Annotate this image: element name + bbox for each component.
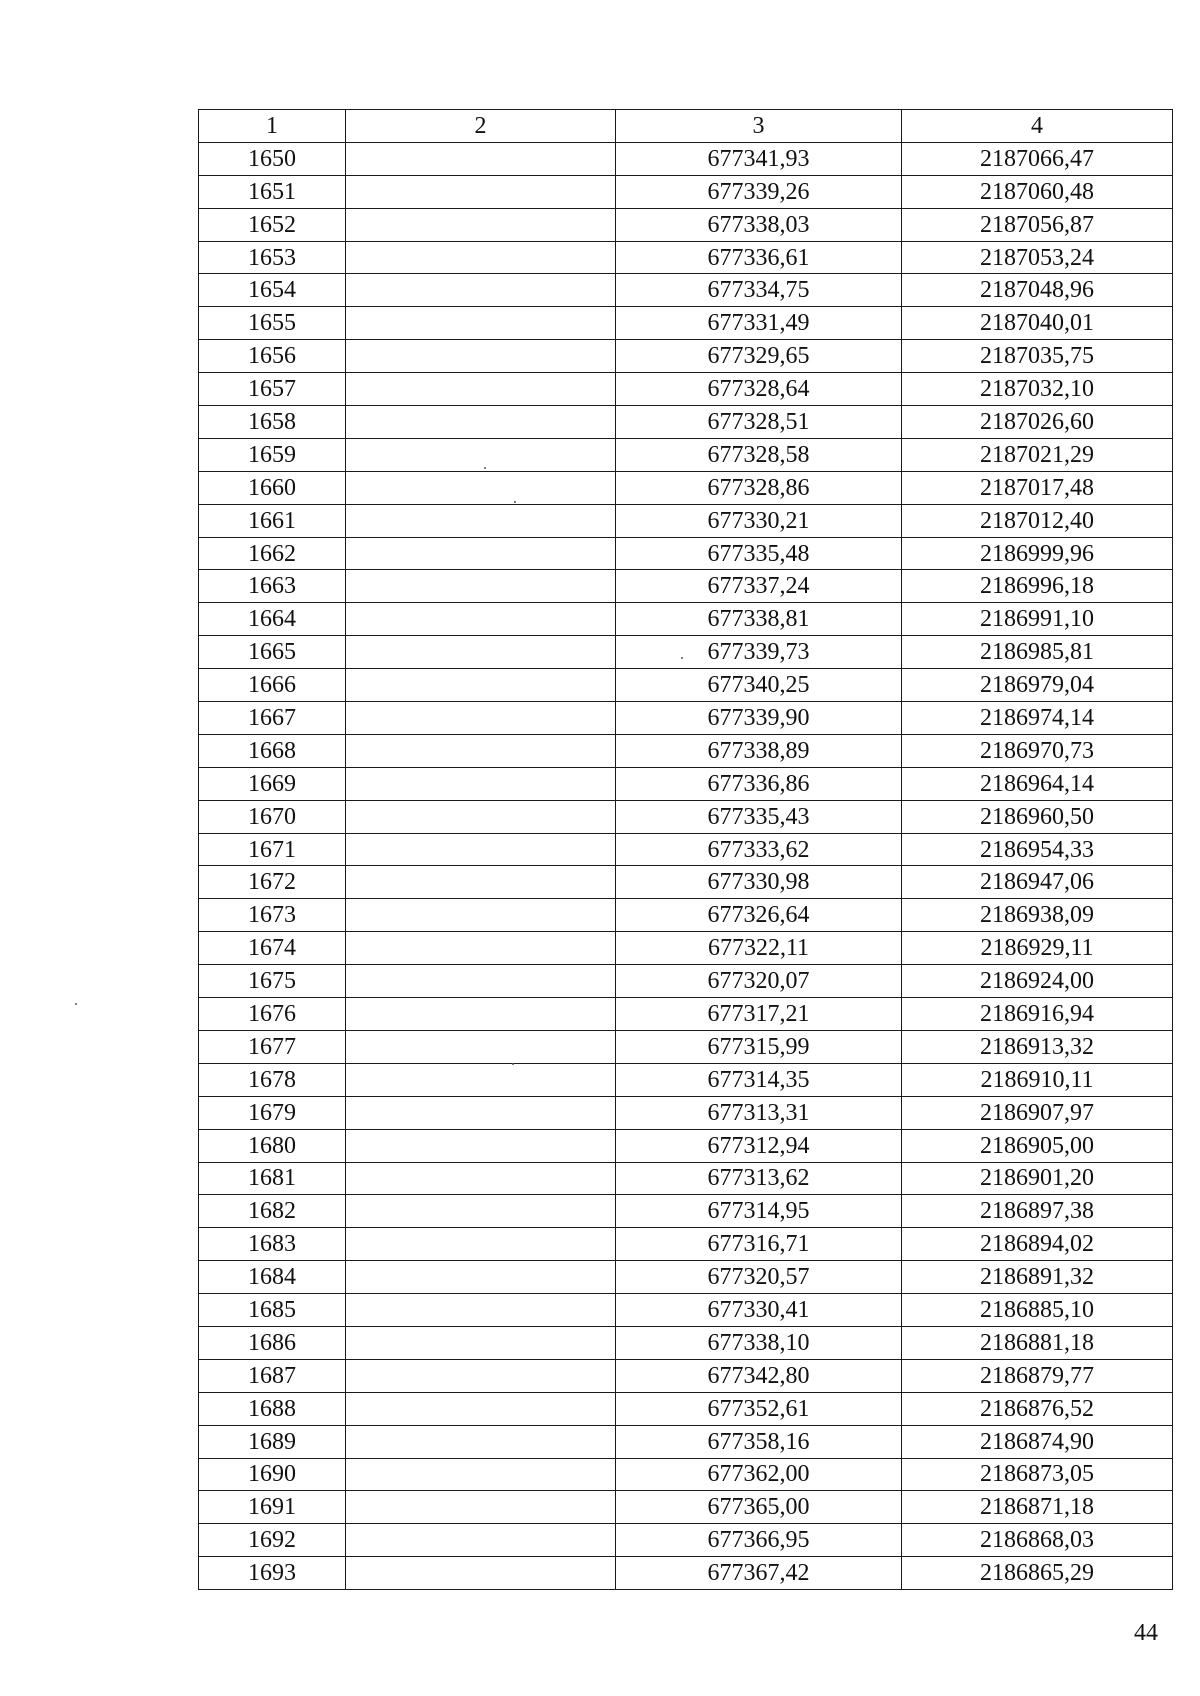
table-cell-col-1: 1652 — [199, 208, 346, 241]
table-cell-col-2 — [346, 1162, 616, 1195]
table-cell-col-2 — [346, 669, 616, 702]
scan-speck — [75, 1003, 77, 1005]
table-cell-col-4: 2186913,32 — [902, 1030, 1173, 1063]
table-cell-col-2 — [346, 1326, 616, 1359]
table-cell-col-1: 1655 — [199, 307, 346, 340]
table-cell-col-3: 677326,64 — [616, 899, 902, 932]
table-cell-col-4: 2186974,14 — [902, 702, 1173, 735]
table-cell-col-3: 677330,98 — [616, 866, 902, 899]
table-row — [199, 1096, 1173, 1129]
scan-speck — [484, 467, 486, 469]
column-header-3: 3 — [616, 110, 902, 143]
table-cell-col-2 — [346, 1063, 616, 1096]
table-cell-col-3: 677339,90 — [616, 702, 902, 735]
table-row — [199, 767, 1173, 800]
table-cell-col-1: 1657 — [199, 373, 346, 406]
table-cell-col-2 — [346, 1425, 616, 1458]
table-cell-col-1: 1666 — [199, 669, 346, 702]
table-cell-col-1: 1689 — [199, 1425, 346, 1458]
table-row — [199, 504, 1173, 537]
table-cell-col-1: 1651 — [199, 175, 346, 208]
table-cell-col-2 — [346, 1030, 616, 1063]
table-row — [199, 340, 1173, 373]
table-cell-col-2 — [346, 636, 616, 669]
table-cell-col-2 — [346, 208, 616, 241]
table-cell-col-1: 1668 — [199, 734, 346, 767]
table-row — [199, 702, 1173, 735]
table-row — [199, 1261, 1173, 1294]
table-header-row — [199, 110, 1173, 143]
table-cell-col-1: 1675 — [199, 965, 346, 998]
table-cell-col-1: 1654 — [199, 274, 346, 307]
table-row — [199, 1030, 1173, 1063]
table-cell-col-4: 2187012,40 — [902, 504, 1173, 537]
table-row — [199, 373, 1173, 406]
table-cell-col-2 — [346, 1557, 616, 1590]
table-cell-col-4: 2187032,10 — [902, 373, 1173, 406]
table-cell-col-4: 2186916,94 — [902, 998, 1173, 1031]
table-cell-col-3: 677313,62 — [616, 1162, 902, 1195]
table-cell-col-3: 677334,75 — [616, 274, 902, 307]
column-header-4: 4 — [902, 110, 1173, 143]
table-row — [199, 1162, 1173, 1195]
table-cell-col-2 — [346, 734, 616, 767]
table-row — [199, 932, 1173, 965]
table-cell-col-1: 1662 — [199, 537, 346, 570]
table-cell-col-2 — [346, 471, 616, 504]
table-cell-col-2 — [346, 702, 616, 735]
table-cell-col-3: 677314,35 — [616, 1063, 902, 1096]
table-row — [199, 570, 1173, 603]
table-row — [199, 965, 1173, 998]
table-cell-col-2 — [346, 274, 616, 307]
table-row — [199, 274, 1173, 307]
table-row — [199, 1359, 1173, 1392]
table-cell-col-2 — [346, 866, 616, 899]
table-cell-col-1: 1690 — [199, 1458, 346, 1491]
table-cell-col-2 — [346, 1129, 616, 1162]
table-row — [199, 142, 1173, 175]
table-cell-col-4: 2187026,60 — [902, 406, 1173, 439]
table-cell-col-4: 2186879,77 — [902, 1359, 1173, 1392]
table-cell-col-1: 1693 — [199, 1557, 346, 1590]
table-cell-col-2 — [346, 340, 616, 373]
table-cell-col-3: 677320,07 — [616, 965, 902, 998]
table-cell-col-2 — [346, 800, 616, 833]
table-cell-col-3: 677313,31 — [616, 1096, 902, 1129]
table-cell-col-4: 2186868,03 — [902, 1524, 1173, 1557]
table-cell-col-3: 677362,00 — [616, 1458, 902, 1491]
table-cell-col-4: 2186874,90 — [902, 1425, 1173, 1458]
table-cell-col-1: 1684 — [199, 1261, 346, 1294]
table-cell-col-1: 1671 — [199, 833, 346, 866]
table-cell-col-4: 2186999,96 — [902, 537, 1173, 570]
table-cell-col-3: 677335,43 — [616, 800, 902, 833]
table-cell-col-4: 2186897,38 — [902, 1195, 1173, 1228]
table-row — [199, 307, 1173, 340]
table-cell-col-1: 1653 — [199, 241, 346, 274]
column-header-2: 2 — [346, 110, 616, 143]
table-cell-col-2 — [346, 570, 616, 603]
table-cell-col-4: 2186979,04 — [902, 669, 1173, 702]
table-cell-col-3: 677339,26 — [616, 175, 902, 208]
table-row — [199, 734, 1173, 767]
table-cell-col-3: 677338,03 — [616, 208, 902, 241]
table-cell-col-2 — [346, 965, 616, 998]
table-cell-col-1: 1676 — [199, 998, 346, 1031]
table-cell-col-3: 677335,48 — [616, 537, 902, 570]
table-row — [199, 998, 1173, 1031]
scan-speck — [512, 1063, 514, 1065]
table-row — [199, 603, 1173, 636]
table-cell-col-3: 677317,21 — [616, 998, 902, 1031]
table-cell-col-3: 677328,51 — [616, 406, 902, 439]
table-cell-col-4: 2186905,00 — [902, 1129, 1173, 1162]
table-cell-col-1: 1688 — [199, 1392, 346, 1425]
table-row — [199, 1458, 1173, 1491]
table-cell-col-4: 2187060,48 — [902, 175, 1173, 208]
table-cell-col-3: 677340,25 — [616, 669, 902, 702]
table-cell-col-1: 1686 — [199, 1326, 346, 1359]
table-row — [199, 636, 1173, 669]
table-cell-col-4: 2187053,24 — [902, 241, 1173, 274]
table-cell-col-1: 1670 — [199, 800, 346, 833]
table-row — [199, 833, 1173, 866]
table-cell-col-4: 2186881,18 — [902, 1326, 1173, 1359]
table-cell-col-1: 1691 — [199, 1491, 346, 1524]
table-cell-col-4: 2186910,11 — [902, 1063, 1173, 1096]
table-cell-col-2 — [346, 241, 616, 274]
table-cell-col-2 — [346, 1096, 616, 1129]
table-cell-col-1: 1664 — [199, 603, 346, 636]
table-cell-col-3: 677329,65 — [616, 340, 902, 373]
table-cell-col-3: 677331,49 — [616, 307, 902, 340]
table-row — [199, 1326, 1173, 1359]
table-cell-col-1: 1667 — [199, 702, 346, 735]
table-cell-col-4: 2186901,20 — [902, 1162, 1173, 1195]
table-cell-col-4: 2186907,97 — [902, 1096, 1173, 1129]
table-cell-col-2 — [346, 1228, 616, 1261]
table-cell-col-4: 2187017,48 — [902, 471, 1173, 504]
table-cell-col-4: 2187048,96 — [902, 274, 1173, 307]
table-cell-col-1: 1677 — [199, 1030, 346, 1063]
table-cell-col-3: 677365,00 — [616, 1491, 902, 1524]
table-cell-col-4: 2186954,33 — [902, 833, 1173, 866]
table-cell-col-4: 2186970,73 — [902, 734, 1173, 767]
table-cell-col-3: 677328,86 — [616, 471, 902, 504]
table-cell-col-1: 1660 — [199, 471, 346, 504]
table-cell-col-2 — [346, 767, 616, 800]
table-row — [199, 537, 1173, 570]
table-row — [199, 1294, 1173, 1327]
table-cell-col-3: 677339,73 — [616, 636, 902, 669]
table-cell-col-2 — [346, 1491, 616, 1524]
table-cell-col-3: 677322,11 — [616, 932, 902, 965]
table-cell-col-3: 677312,94 — [616, 1129, 902, 1162]
table-cell-col-2 — [346, 603, 616, 636]
table-cell-col-1: 1650 — [199, 142, 346, 175]
table-cell-col-4: 2186894,02 — [902, 1228, 1173, 1261]
table-cell-col-4: 2186873,05 — [902, 1458, 1173, 1491]
table-cell-col-1: 1683 — [199, 1228, 346, 1261]
table-cell-col-4: 2187056,87 — [902, 208, 1173, 241]
table-cell-col-4: 2186885,10 — [902, 1294, 1173, 1327]
table-cell-col-4: 2186876,52 — [902, 1392, 1173, 1425]
table-cell-col-4: 2186924,00 — [902, 965, 1173, 998]
table-cell-col-2 — [346, 1392, 616, 1425]
table-cell-col-3: 677316,71 — [616, 1228, 902, 1261]
table-cell-col-2 — [346, 998, 616, 1031]
table-cell-col-1: 1682 — [199, 1195, 346, 1228]
table-row — [199, 1557, 1173, 1590]
table-row — [199, 800, 1173, 833]
table-row — [199, 669, 1173, 702]
table-cell-col-4: 2187040,01 — [902, 307, 1173, 340]
table-row — [199, 175, 1173, 208]
table-cell-col-2 — [346, 1294, 616, 1327]
table-row — [199, 241, 1173, 274]
table-cell-col-2 — [346, 307, 616, 340]
table-cell-col-3: 677337,24 — [616, 570, 902, 603]
table-cell-col-2 — [346, 899, 616, 932]
table-cell-col-1: 1658 — [199, 406, 346, 439]
table-row — [199, 438, 1173, 471]
table-cell-col-4: 2186960,50 — [902, 800, 1173, 833]
table-cell-col-2 — [346, 1195, 616, 1228]
page-number: 44 — [1134, 1620, 1158, 1646]
table-row — [199, 866, 1173, 899]
table-cell-col-1: 1661 — [199, 504, 346, 537]
table-cell-col-4: 2187035,75 — [902, 340, 1173, 373]
table-cell-col-1: 1665 — [199, 636, 346, 669]
table-cell-col-1: 1669 — [199, 767, 346, 800]
table-cell-col-1: 1673 — [199, 899, 346, 932]
table-cell-col-3: 677315,99 — [616, 1030, 902, 1063]
table-cell-col-2 — [346, 932, 616, 965]
table-cell-col-2 — [346, 1524, 616, 1557]
table-cell-col-3: 677338,89 — [616, 734, 902, 767]
table-cell-col-1: 1663 — [199, 570, 346, 603]
table-cell-col-2 — [346, 142, 616, 175]
table-cell-col-1: 1685 — [199, 1294, 346, 1327]
table-cell-col-2 — [346, 537, 616, 570]
table-cell-col-4: 2186891,32 — [902, 1261, 1173, 1294]
scan-speck — [514, 501, 516, 503]
table-cell-col-3: 677338,10 — [616, 1326, 902, 1359]
table-cell-col-2 — [346, 504, 616, 537]
table-cell-col-4: 2186938,09 — [902, 899, 1173, 932]
table-cell-col-3: 677330,21 — [616, 504, 902, 537]
table-row — [199, 1491, 1173, 1524]
table-cell-col-2 — [346, 175, 616, 208]
table-row — [199, 406, 1173, 439]
table-row — [199, 208, 1173, 241]
table-row — [199, 1524, 1173, 1557]
table-row — [199, 899, 1173, 932]
table-cell-col-4: 2186985,81 — [902, 636, 1173, 669]
table-cell-col-3: 677328,64 — [616, 373, 902, 406]
table-cell-col-1: 1672 — [199, 866, 346, 899]
table-cell-col-1: 1687 — [199, 1359, 346, 1392]
table-cell-col-4: 2186996,18 — [902, 570, 1173, 603]
table-cell-col-4: 2186865,29 — [902, 1557, 1173, 1590]
table-cell-col-4: 2186929,11 — [902, 932, 1173, 965]
table-cell-col-3: 677328,58 — [616, 438, 902, 471]
table-cell-col-3: 677336,86 — [616, 767, 902, 800]
table-cell-col-4: 2187021,29 — [902, 438, 1173, 471]
table-cell-col-1: 1678 — [199, 1063, 346, 1096]
table-row — [199, 1392, 1173, 1425]
table-cell-col-1: 1674 — [199, 932, 346, 965]
table-row — [199, 471, 1173, 504]
table-cell-col-3: 677320,57 — [616, 1261, 902, 1294]
table-cell-col-3: 677352,61 — [616, 1392, 902, 1425]
table-cell-col-3: 677330,41 — [616, 1294, 902, 1327]
table-cell-col-3: 677333,62 — [616, 833, 902, 866]
table-cell-col-3: 677341,93 — [616, 142, 902, 175]
table-cell-col-3: 677358,16 — [616, 1425, 902, 1458]
table-cell-col-2 — [346, 438, 616, 471]
table-cell-col-4: 2186991,10 — [902, 603, 1173, 636]
table-cell-col-1: 1680 — [199, 1129, 346, 1162]
table-cell-col-1: 1679 — [199, 1096, 346, 1129]
table-body — [199, 142, 1173, 1589]
table-cell-col-3: 677336,61 — [616, 241, 902, 274]
scan-speck — [681, 657, 683, 659]
table-cell-col-3: 677314,95 — [616, 1195, 902, 1228]
table-cell-col-1: 1659 — [199, 438, 346, 471]
table-cell-col-2 — [346, 373, 616, 406]
table-cell-col-3: 677342,80 — [616, 1359, 902, 1392]
column-header-1: 1 — [199, 110, 346, 143]
table-cell-col-4: 2187066,47 — [902, 142, 1173, 175]
table-row — [199, 1228, 1173, 1261]
table-row — [199, 1195, 1173, 1228]
table-row — [199, 1425, 1173, 1458]
table-cell-col-2 — [346, 1359, 616, 1392]
table-cell-col-2 — [346, 1261, 616, 1294]
table-cell-col-1: 1681 — [199, 1162, 346, 1195]
table-cell-col-3: 677338,81 — [616, 603, 902, 636]
coordinates-table — [198, 109, 1173, 1590]
table-cell-col-4: 2186871,18 — [902, 1491, 1173, 1524]
table-row — [199, 1129, 1173, 1162]
table-row — [199, 1063, 1173, 1096]
table-cell-col-3: 677366,95 — [616, 1524, 902, 1557]
table-cell-col-1: 1692 — [199, 1524, 346, 1557]
table-cell-col-3: 677367,42 — [616, 1557, 902, 1590]
table-cell-col-4: 2186947,06 — [902, 866, 1173, 899]
table-cell-col-2 — [346, 1458, 616, 1491]
table-cell-col-4: 2186964,14 — [902, 767, 1173, 800]
table-cell-col-2 — [346, 406, 616, 439]
table-cell-col-1: 1656 — [199, 340, 346, 373]
table-cell-col-2 — [346, 833, 616, 866]
